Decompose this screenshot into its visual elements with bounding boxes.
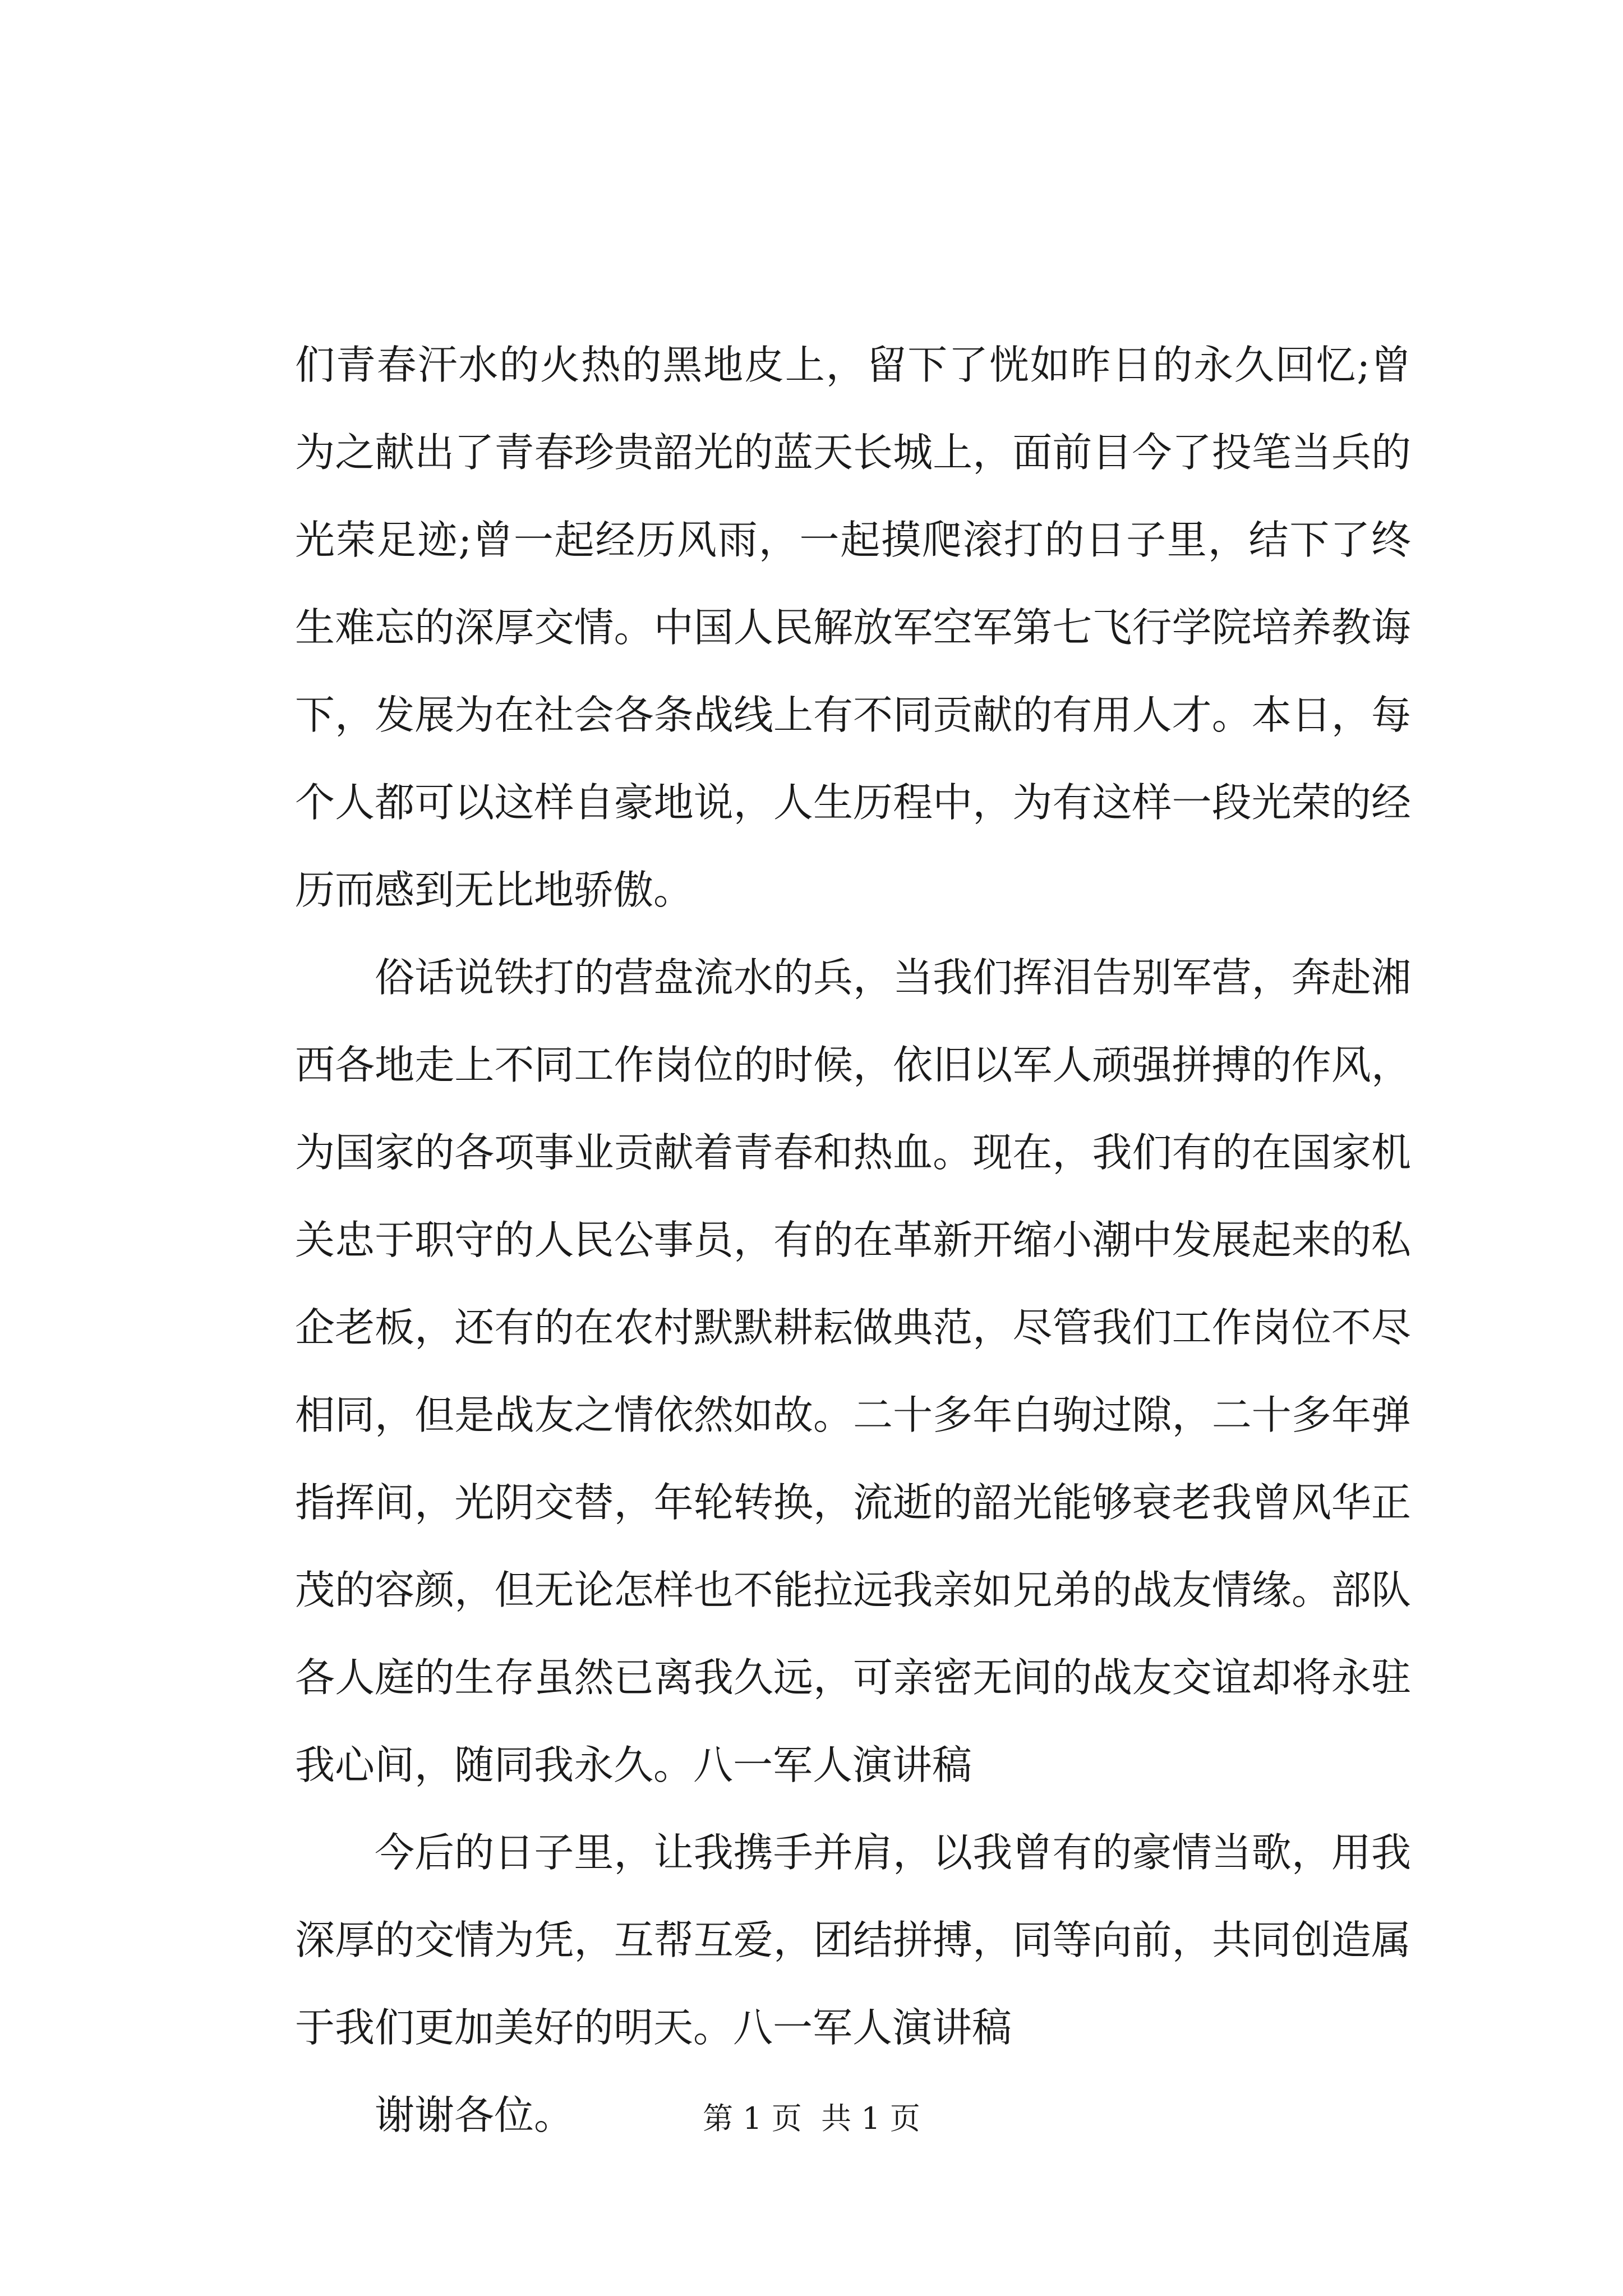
document-body	[295, 321, 1411, 2159]
text-line: 深厚的交情为凭，互帮互爱，团结拼搏，同等向前，共同创造属	[295, 1917, 1411, 1963]
text-line: 茂的容颜，但无论怎样也不能拉远我亲如兄弟的战友情缘。部队	[295, 1567, 1411, 1613]
page-footer	[0, 2099, 1623, 2138]
text-line: 生难忘的深厚交情。中国人民解放军空军第七飞行学院培养教诲	[295, 604, 1411, 651]
page-number-label: 第 1 页 共 1 页	[703, 2101, 920, 2136]
text-line: 为国家的各项事业贡献着青春和热血。现在，我们有的在国家机	[295, 1129, 1411, 1176]
text-line: 谢谢各位。	[375, 2092, 574, 2138]
text-line: 今后的日子里，让我携手并肩，以我曾有的豪情当歌，用我	[375, 1829, 1411, 1876]
text-line: 个人都可以这样自豪地说，人生历程中，为有这样一段光荣的经	[295, 779, 1411, 826]
text-line: 下，发展为在社会各条战线上有不同贡献的有用人才。本日，每	[295, 692, 1411, 738]
text-line: 们青春汗水的火热的黑地皮上，留下了恍如昨日的永久回忆;曾	[295, 342, 1411, 388]
text-line: 指挥间，光阴交替，年轮转换，流逝的韶光能够衰老我曾风华正	[295, 1479, 1411, 1526]
text-line: 企老板，还有的在农村默默耕耘做典范，尽管我们工作岗位不尽	[295, 1304, 1411, 1351]
text-line: 各人庭的生存虽然已离我久远，可亲密无间的战友交谊却将永驻	[295, 1654, 1411, 1701]
text-line: 相同，但是战友之情依然如故。二十多年白驹过隙，二十多年弹	[295, 1392, 1411, 1438]
text-line: 历而感到无比地骄傲。	[295, 867, 694, 913]
text-line: 西各地走上不同工作岗位的时候，依旧以军人顽强拼搏的作风，	[295, 1042, 1411, 1088]
text-line: 光荣足迹;曾一起经历风雨，一起摸爬滚打的日子里，结下了终	[295, 517, 1411, 563]
text-line: 我心间，随同我永久。八一军人演讲稿	[295, 1742, 972, 1788]
text-line: 关忠于职守的人民公事员，有的在革新开缩小潮中发展起来的私	[295, 1217, 1411, 1263]
text-line: 为之献出了青春珍贵韶光的蓝天长城上，面前目今了投笔当兵的	[295, 429, 1411, 476]
text-line: 俗话说铁打的营盘流水的兵，当我们挥泪告别军营，奔赴湘	[375, 954, 1411, 1001]
text-line: 于我们更加美好的明天。八一军人演讲稿	[295, 2004, 1012, 2051]
